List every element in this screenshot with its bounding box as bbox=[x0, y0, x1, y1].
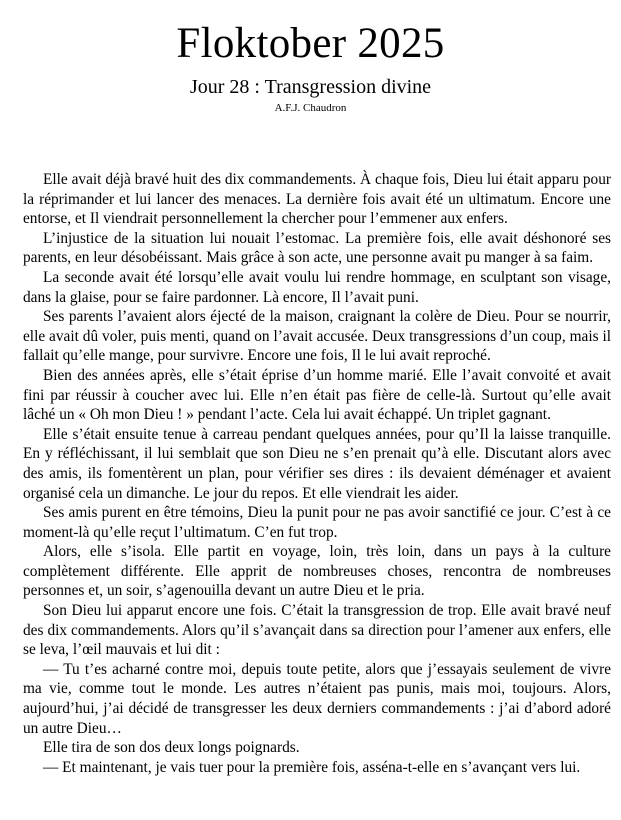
story-body bbox=[23, 170, 611, 777]
paragraph: Bien des années après, elle s’était éprise d’un homme marié. Elle l’avait convoité et avait fini par réussir à coucher avec lui. Elle n’en était pas fière de celle-là. Surtout qu’elle avait lâché un « Oh mon Dieu ! » pendant l’acte. Cela lui avait échappé. Un triplet gagnant. bbox=[23, 366, 611, 424]
paragraph: Ses amis purent en être témoins, Dieu la punit pour ne pas avoir sanctifié ce jour. C’est à ce moment-là qu’elle reçut l’ultimatum. C’en fut trop. bbox=[23, 504, 611, 541]
dialogue-paragraph: — Et maintenant, je vais tuer pour la première fois, asséna-t-elle en s’avançant vers lui. bbox=[43, 758, 581, 776]
paragraph: L’injustice de la situation lui nouait l’estomac. La première fois, elle avait déshonoré ses parents, en leur désobéissant. Mais grâce à son acte, une personne avait pu manger à sa faim. bbox=[23, 229, 611, 267]
paragraph: La seconde avait été lorsqu’elle avait voulu lui rendre hommage, en sculptant son visage, dans la glaise, pour se faire pardonner. Là encore, Il l’avait puni. bbox=[23, 268, 611, 306]
author-name: A.F.J. Chaudron bbox=[274, 102, 347, 114]
paragraph: Elle s’était ensuite tenue à carreau pendant quelques années, pour qu’Il la laisse tranquille. En y réfléchissant, il lui semblait que son Dieu ne s’en prenait qu’à elle. Discutant alors avec des amis, ils fomentèrent un plan, pour vérifier ses dires : ils devaient déménager et avaient organisé cela un dimanche. Le jour du repos. Et elle viendrait les aider. bbox=[23, 425, 611, 502]
paragraph: Ses parents l’avaient alors éjecté de la maison, craignant la colère de Dieu. Pour se nourrir, elle avait dû voler, puis menti, quand on l’avait accusée. Deux transgressions d’un coup, mais il fallait qu’elle mange, pour survivre. Encore une fois, Il le lui avait reproché. bbox=[23, 308, 611, 365]
chapter-subtitle: Jour 28 : Transgression divine bbox=[189, 76, 432, 98]
paragraph: Elle avait déjà bravé huit des dix commandements. À chaque fois, Dieu lui était apparu pour la réprimander et lui lancer des menaces. La dernière fois avait été un ultimatum. Encore une entorse, et Il viendrait personnellement la chercher pour l’emmener aux enfers. bbox=[23, 171, 611, 228]
page-title: Floktober 2025 bbox=[176, 20, 445, 67]
paragraph: Son Dieu lui apparut encore une fois. C’était la transgression de trop. Elle avait bravé neuf des dix commandements. Alors qu’il s’avançait dans sa direction pour l’amener aux enfers, elle se leva, l’œil mauvais et lui dit : bbox=[23, 602, 611, 659]
paragraph: Alors, elle s’isola. Elle partit en voyage, loin, très loin, dans un pays à la culture complètement différente. Elle apprit de nombreuses choses, rencontra de nombreuses personnes et, un soir, s’agenouilla devant un autre Dieu et le pria. bbox=[23, 543, 611, 600]
dialogue-paragraph: — Tu t’es acharné contre moi, depuis toute petite, alors que j’essayais seulement de vivre ma vie, comme tout le monde. Les autres n’étaient pas punis, mais moi, toujours. Alors, aujourd’hui, j’ai décidé de transgresser les deux derniers commandements : j’ai d’abord adoré un autre Dieu… bbox=[23, 660, 611, 737]
paragraph: Elle tira de son dos deux longs poignards. bbox=[43, 739, 300, 757]
